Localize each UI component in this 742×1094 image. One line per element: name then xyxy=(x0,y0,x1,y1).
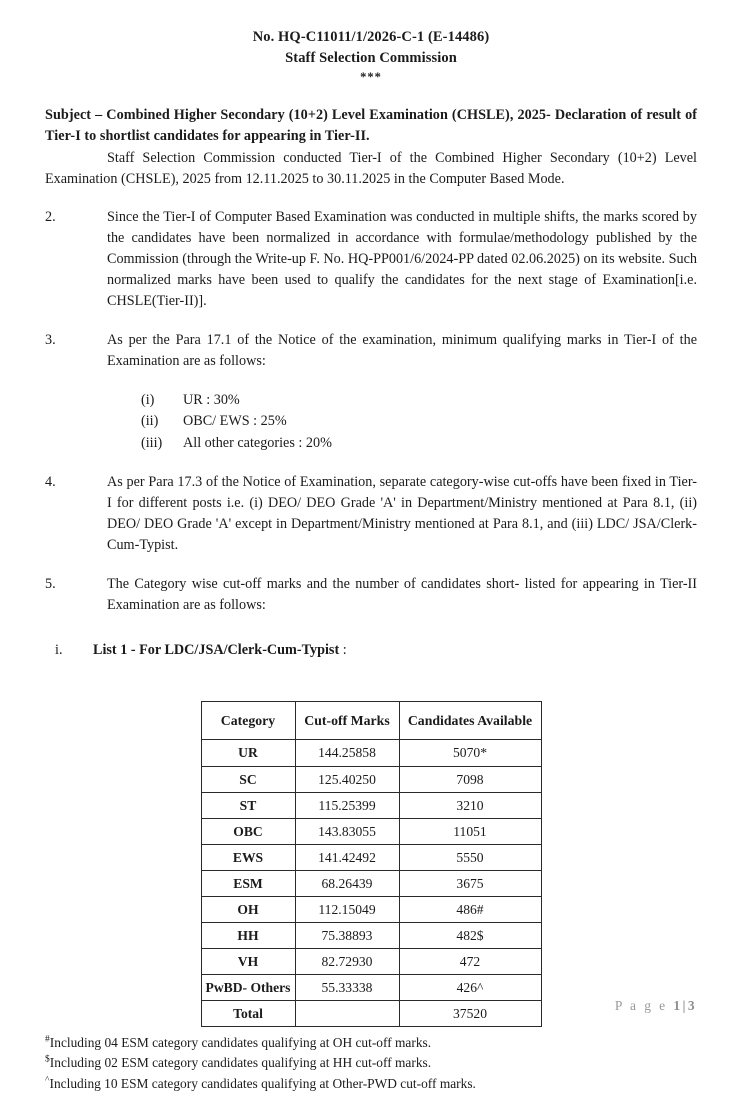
cell-category: SC xyxy=(201,766,295,792)
cell-cutoff xyxy=(295,1000,399,1026)
table-row xyxy=(201,766,541,792)
cell-category: OBC xyxy=(201,818,295,844)
column-header-cutoff-marks: Cut-off Marks xyxy=(295,702,399,740)
list-item xyxy=(45,433,697,455)
cell-candidates: 3675 xyxy=(399,870,541,896)
page-total: 3 xyxy=(687,998,697,1013)
cell-cutoff: 143.83055 xyxy=(295,818,399,844)
cell-cutoff: 125.40250 xyxy=(295,766,399,792)
cell-cutoff: 68.26439 xyxy=(295,870,399,896)
paragraph-3-number: 3. xyxy=(45,331,56,348)
table-row xyxy=(201,740,541,766)
cell-category: OH xyxy=(201,896,295,922)
list-item-label: UR : 30% xyxy=(183,391,240,408)
list-item-marker: (ii) xyxy=(141,413,159,430)
list-1-heading xyxy=(45,640,697,661)
paragraph-4 xyxy=(45,472,697,556)
cell-category: ST xyxy=(201,792,295,818)
document-header xyxy=(45,28,697,68)
cell-cutoff: 75.38893 xyxy=(295,922,399,948)
cell-category: UR xyxy=(201,740,295,766)
cell-category: PwBD- Others xyxy=(201,974,295,1000)
list-1-title: List 1 - For LDC/JSA/Clerk-Cum-Typist xyxy=(93,641,340,658)
page-current: 1 xyxy=(673,998,683,1013)
cell-candidates: 37520 xyxy=(399,1000,541,1026)
subject-line: Subject – Combined Higher Secondary (10+2) Level Examination (CHSLE), 2025- Declaration of result of Tier-I to shortlist candidates for appearing in Tier-II. xyxy=(45,107,697,145)
cell-category: ESM xyxy=(201,870,295,896)
cell-candidates: 3210 xyxy=(399,792,541,818)
qualifying-marks-list xyxy=(45,390,697,455)
cell-cutoff: 112.15049 xyxy=(295,896,399,922)
footnote-marker: $ xyxy=(45,1053,50,1065)
table-row xyxy=(201,870,541,896)
cell-cutoff: 55.33338 xyxy=(295,974,399,1000)
table-row xyxy=(201,922,541,948)
list-item-label: All other categories : 20% xyxy=(183,434,332,451)
footnote-marker: # xyxy=(45,1033,50,1045)
table-row xyxy=(201,896,541,922)
file-number: No. HQ-C11011/1/2026-C-1 (E-14486) xyxy=(252,29,490,45)
page-number-footer xyxy=(615,998,697,1014)
table-row-total xyxy=(201,1000,541,1026)
cell-candidates: 426^ xyxy=(399,974,541,1000)
list-item-marker: (i) xyxy=(141,391,155,408)
paragraph-3 xyxy=(45,330,697,372)
footnote-text: Including 10 ESM category candidates qualifying at Other-PWD cut-off marks. xyxy=(49,1075,476,1091)
cell-category: HH xyxy=(201,922,295,948)
cell-cutoff: 144.25858 xyxy=(295,740,399,766)
cutoff-table xyxy=(201,701,542,1027)
paragraph-2-number: 2. xyxy=(45,209,56,226)
column-header-candidates-available: Candidates Available xyxy=(399,702,541,740)
cell-candidates: 7098 xyxy=(399,766,541,792)
paragraph-4-number: 4. xyxy=(45,474,56,491)
star-separator: *** xyxy=(360,70,382,85)
footnote-text: Including 04 ESM category candidates qualifying at OH cut-off marks. xyxy=(49,1034,432,1050)
table-row xyxy=(201,948,541,974)
cell-candidates: 482$ xyxy=(399,922,541,948)
column-header-category: Category xyxy=(201,702,295,740)
cell-candidates: 5550 xyxy=(399,844,541,870)
footnote xyxy=(45,1033,697,1054)
table-row xyxy=(201,844,541,870)
table-header-row xyxy=(201,702,541,740)
paragraph-4-text: As per Para 17.3 of the Notice of Examination, separate category-wise cut-offs have been fixed in Tier-I for different posts i.e. (i) DEO/ DEO Grade 'A' in Department/Ministry mentioned at Para 8.1, (ii) DEO/ DEO Grade 'A' except in Department/Ministry mentioned at Para 8.1, and (iii) LDC/ JSA/Clerk-Cum-Typist. xyxy=(107,474,697,553)
paragraph-3-text: As per the Para 17.1 of the Notice of the examination, minimum qualifying marks in Tier-I of the Examination are as follows: xyxy=(107,331,697,369)
page-label: P a g e xyxy=(614,998,668,1013)
table-row xyxy=(201,792,541,818)
footnote xyxy=(45,1053,697,1074)
footnote xyxy=(45,1074,697,1094)
cell-cutoff: 141.42492 xyxy=(295,844,399,870)
footnote-marker: ^ xyxy=(45,1074,50,1086)
cell-cutoff: 82.72930 xyxy=(295,948,399,974)
paragraph-2-text: Since the Tier-I of Computer Based Examination was conducted in multiple shifts, the marks scored by the candidates have been normalized in accordance with formulae/methodology published by the Commission (through the Write-up F. No. HQ-PP001/6/2024-PP dated 02.06.2025) on its website. Such normalized marks have been used to qualify the candidates for the next stage of Examination[i.e. CHSLE(Tier-II)]. xyxy=(107,209,697,309)
cell-candidates: 5070* xyxy=(399,740,541,766)
footnote-text: Including 02 ESM category candidates qualifying at HH cut-off marks. xyxy=(49,1055,432,1071)
cell-category: Total xyxy=(201,1000,295,1026)
cell-category: EWS xyxy=(201,844,295,870)
paragraph-5-text: The Category wise cut-off marks and the number of candidates short- listed for appearing in Tier-II Examination are as follows: xyxy=(107,575,697,613)
cell-candidates: 11051 xyxy=(399,818,541,844)
list-item xyxy=(45,411,697,433)
cell-category: VH xyxy=(201,948,295,974)
list-1-colon: : xyxy=(339,641,347,658)
list-item-label: OBC/ EWS : 25% xyxy=(183,413,287,430)
cell-candidates: 486# xyxy=(399,896,541,922)
organization-name: Staff Selection Commission xyxy=(285,49,457,66)
table-row xyxy=(201,818,541,844)
paragraph-5 xyxy=(45,574,697,616)
table-row xyxy=(201,974,541,1000)
cutoff-table-container xyxy=(45,701,697,1027)
paragraph-5-number: 5. xyxy=(45,575,56,592)
list-item xyxy=(45,390,697,412)
cell-candidates: 472 xyxy=(399,948,541,974)
paragraph-2 xyxy=(45,207,697,311)
footnotes xyxy=(45,1033,697,1094)
list-1-marker: i. xyxy=(55,641,63,658)
page-separator: | xyxy=(682,998,688,1013)
list-item-marker: (iii) xyxy=(141,434,163,451)
cell-cutoff: 115.25399 xyxy=(295,792,399,818)
paragraph-1: Staff Selection Commission conducted Tier-I of the Combined Higher Secondary (10+2) Level Examination (CHSLE), 2025 from 12.11.2025 to 30.11.2025 in the Computer Based Mode. xyxy=(45,149,697,187)
